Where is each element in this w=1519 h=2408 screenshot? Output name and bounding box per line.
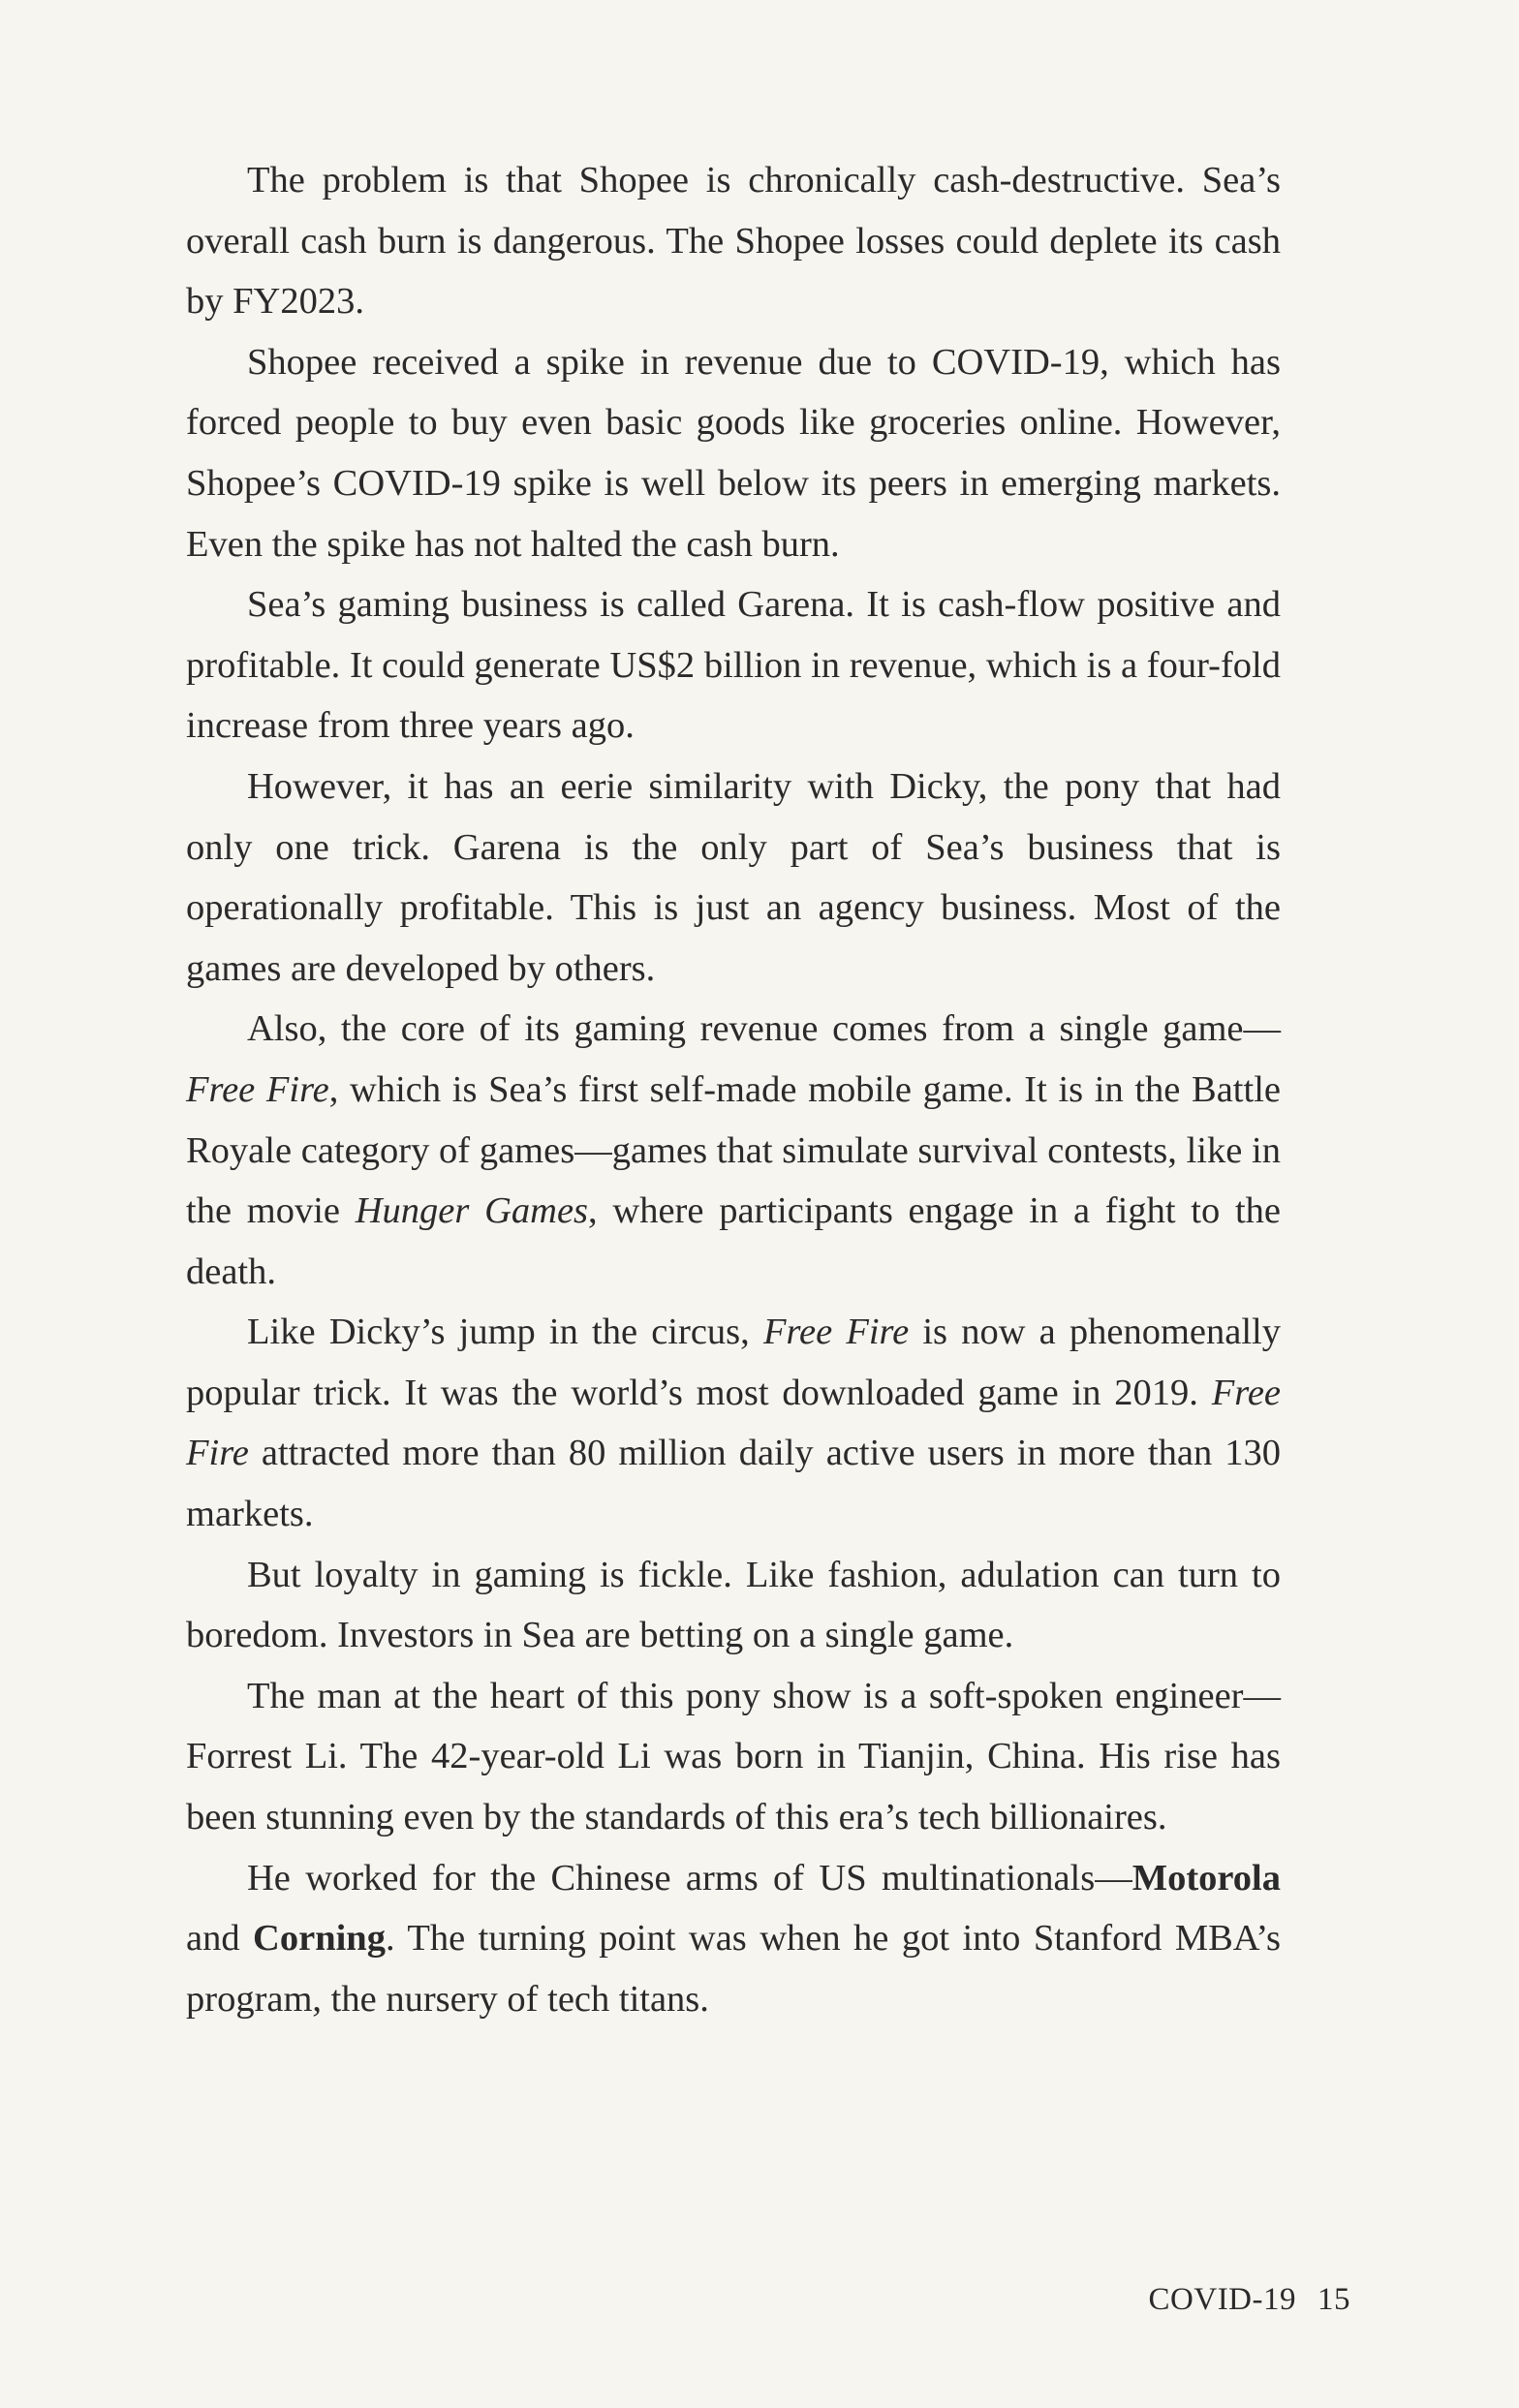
paragraph bbox=[186, 999, 1281, 1302]
text-run: attracted more than 80 million daily active users in more than 130 markets. bbox=[186, 1433, 1281, 1535]
movie-title: Hunger Games bbox=[355, 1190, 589, 1232]
text-run: Also, the core of its gaming revenue comes from a single game— bbox=[247, 1008, 1281, 1050]
text-run: is now a phenomenally popular trick. It was the world’s most downloaded game in 2019. bbox=[186, 1312, 1281, 1413]
game-title: Free Fire bbox=[186, 1068, 329, 1110]
game-title: Free Fire bbox=[186, 1372, 1281, 1474]
text-run: Like Dicky’s jump in the circus, bbox=[247, 1312, 763, 1353]
paragraph: Shopee received a spike in revenue due to COVID-19, which has forced people to buy even basic goods like groceries online. However, Shopee’s COVID-19 spike is well below its peers in emerging markets. Even the spike has not halted the cash burn. bbox=[186, 341, 1281, 565]
company-name: Motorola bbox=[1132, 1857, 1281, 1899]
text-run: . The turning point was when he got into Stanford MBA’s program, the nursery of tech titans. bbox=[186, 1918, 1281, 2020]
text-run: and bbox=[186, 1918, 254, 1960]
running-head: COVID-19 bbox=[1148, 2282, 1296, 2317]
paragraph: However, it has an eerie similarity with Dicky, the pony that had only one trick. Garena is the only part of Sea’s business that is operationally profitable. This is just an agency business. Most of the games are developed by others. bbox=[186, 765, 1281, 989]
paragraph bbox=[186, 1848, 1281, 2030]
text-run: , which is Sea’s first self-made mobile game. It is in the Battle Royale category of games—games that simulate survival contests, like in the movie bbox=[186, 1068, 1281, 1232]
page-footer bbox=[1149, 2282, 1350, 2318]
page-body bbox=[186, 150, 1281, 2029]
paragraph bbox=[186, 1302, 1281, 1544]
text-run: , where participants engage in a fight to the death. bbox=[186, 1190, 1281, 1292]
game-title: Free Fire bbox=[762, 1312, 910, 1353]
paragraph: Sea’s gaming business is called Garena. It is cash-flow positive and profitable. It could generate US$2 billion in revenue, which is a four-fold increase from three years ago. bbox=[186, 584, 1281, 747]
paragraph: But loyalty in gaming is fickle. Like fashion, adulation can turn to boredom. Investors in Sea are betting on a single game. bbox=[186, 1554, 1281, 1656]
company-name: Corning bbox=[253, 1918, 386, 1960]
text-run: He worked for the Chinese arms of US multinationals— bbox=[247, 1857, 1132, 1899]
paragraph: The man at the heart of this pony show is a soft-spoken engineer—Forrest Li. The 42-year-old Li was born in Tianjin, China. His rise has been stunning even by the standards of this era’s tech billionaires. bbox=[186, 1675, 1281, 1838]
paragraph: The problem is that Shopee is chronically cash-destructive. Sea’s overall cash burn is dangerous. The Shopee losses could deplete its cash by FY2023. bbox=[186, 160, 1281, 323]
page-number: 15 bbox=[1318, 2282, 1350, 2317]
